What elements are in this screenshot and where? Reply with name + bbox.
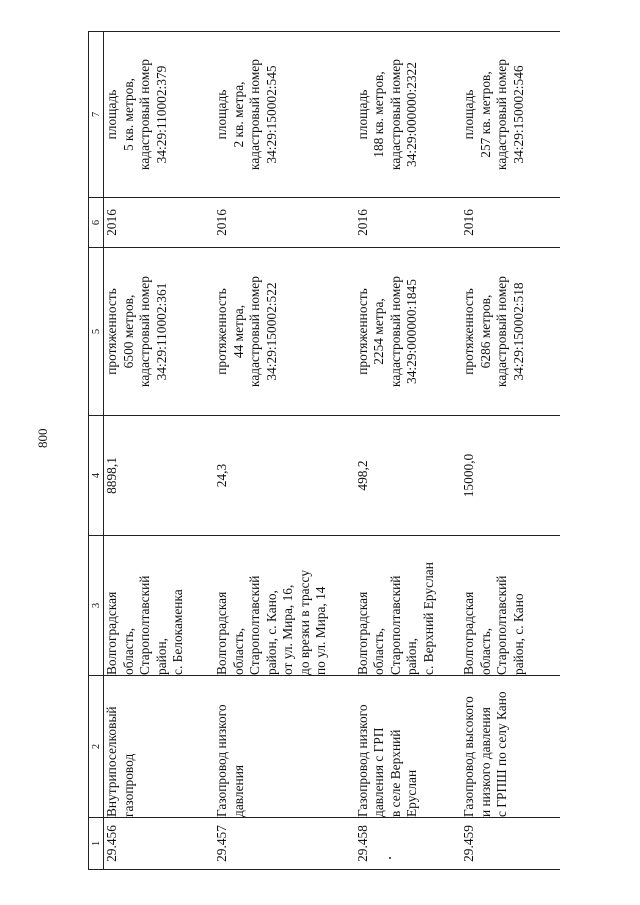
object-name-line: и низкого давления <box>477 707 493 817</box>
object-area-line: 34:29:110002:379 <box>153 65 169 164</box>
object-address-line: район, с. Кано, <box>263 590 279 675</box>
object-length-line: 34:29:150002:518 <box>510 282 526 381</box>
object-area-cell <box>355 32 462 198</box>
object-area-line: 257 кв. метров, <box>477 71 493 158</box>
object-name-cell <box>214 676 355 818</box>
object-length-cell <box>104 248 215 416</box>
object-area-cell <box>214 32 355 198</box>
object-area-line: площадь <box>461 89 477 140</box>
object-name-line: Газопровод низкого <box>214 704 230 817</box>
object-length-line: протяженность <box>461 288 477 375</box>
object-name-line: Еруслан <box>404 769 420 817</box>
table-row <box>461 32 560 870</box>
header-cell: 5 <box>89 248 104 416</box>
object-name-line: давления с ГРП <box>371 727 387 817</box>
object-length-line: 44 метра, <box>230 304 246 359</box>
header-cell: 3 <box>89 536 104 676</box>
object-address-line: Старополтавский <box>137 575 152 675</box>
object-year-cell: 2016 <box>355 198 462 248</box>
object-value-cell: 498,2 <box>355 416 462 536</box>
object-address-line: по ул. Мира, 14 <box>313 586 329 675</box>
object-name-line: в селе Верхний <box>387 729 403 817</box>
object-length-line: протяженность <box>214 288 230 375</box>
object-address-line: район, <box>153 637 169 675</box>
object-address-line: с. Белокаменка <box>170 589 185 675</box>
property-table <box>88 31 560 870</box>
object-address-line: область, <box>230 627 246 675</box>
header-cell: 2 <box>89 676 104 818</box>
object-name-cell <box>104 676 215 818</box>
object-year-cell: 2016 <box>461 198 560 248</box>
object-address-line: Волгоградская <box>461 591 477 675</box>
object-area-line: кадастровый номер <box>387 59 403 170</box>
object-area-cell <box>461 32 560 198</box>
object-name-line: Газопровод низкого <box>354 704 370 817</box>
object-address-line: Старополтавский <box>494 575 510 675</box>
row-number-cell: 29.457 <box>214 818 355 870</box>
object-length-line: 34:29:150002:522 <box>263 282 279 381</box>
object-address-line: область, <box>371 627 387 675</box>
object-area-line: 5 кв. метров, <box>120 77 136 152</box>
object-length-line: 2254 метра, <box>371 298 387 365</box>
object-value-cell: 8898,1 <box>104 416 215 536</box>
scan-speck <box>389 857 391 859</box>
table-row <box>355 32 462 870</box>
object-area-line: 188 кв. метров, <box>371 71 387 158</box>
object-length-line: кадастровый номер <box>494 276 510 387</box>
object-length-cell <box>355 248 462 416</box>
row-number-cell: 29.458 <box>355 818 462 870</box>
object-length-line: 34:29:000000:1845 <box>404 279 420 384</box>
object-name-line: газопровод <box>120 753 136 817</box>
page-number: 800 <box>35 428 50 448</box>
object-address-cell <box>355 536 462 676</box>
object-year-cell: 2016 <box>214 198 355 248</box>
object-address-line: до врезки в трассу <box>296 569 312 675</box>
object-length-line: протяженность <box>104 288 119 375</box>
object-address-line: район, <box>404 637 420 675</box>
object-length-line: кадастровый номер <box>247 276 263 387</box>
object-value-cell: 15000,0 <box>461 416 560 536</box>
object-length-line: 6286 метров, <box>477 294 493 369</box>
object-area-cell <box>104 32 215 198</box>
object-length-line: 6500 метров, <box>120 294 136 369</box>
object-length-line: 34:29:110002:361 <box>153 282 169 381</box>
object-address-line: район, с. Кано <box>510 593 526 675</box>
object-address-line: с. Верхний Еруслан <box>420 562 436 675</box>
object-length-cell <box>461 248 560 416</box>
object-length-cell <box>214 248 355 416</box>
row-number-cell: 29.459 <box>461 818 560 870</box>
object-area-line: 34:29:150002:545 <box>263 65 279 164</box>
object-name-line: давления <box>230 764 246 817</box>
object-year-cell: 2016 <box>104 198 215 248</box>
table-header-row <box>89 32 104 870</box>
object-address-cell <box>461 536 560 676</box>
table-row <box>104 32 215 870</box>
object-length-line: кадастровый номер <box>387 276 403 387</box>
header-cell: 4 <box>89 416 104 536</box>
object-value-cell: 24,3 <box>214 416 355 536</box>
object-area-line: кадастровый номер <box>494 59 510 170</box>
header-cell: 1 <box>89 818 104 870</box>
object-area-line: кадастровый номер <box>137 59 152 170</box>
object-area-line: 34:29:000000:2322 <box>404 62 420 167</box>
object-address-cell <box>104 536 215 676</box>
header-cell: 7 <box>89 32 104 198</box>
object-name-line: Газопровод высокого <box>461 696 477 817</box>
object-address-line: от ул. Мира, 16, <box>280 584 296 675</box>
object-area-line: 2 кв. метра, <box>230 81 246 148</box>
object-name-cell <box>355 676 462 818</box>
object-name-line: Внутрипоселковый <box>104 706 119 817</box>
object-address-line: Волгоградская <box>354 591 370 675</box>
object-name-cell <box>461 676 560 818</box>
object-address-line: область, <box>477 627 493 675</box>
object-area-line: площадь <box>104 89 119 140</box>
object-length-line: кадастровый номер <box>137 276 152 387</box>
object-address-line: область, <box>120 627 136 675</box>
object-area-line: кадастровый номер <box>247 59 263 170</box>
object-address-line: Волгоградская <box>214 591 230 675</box>
object-area-line: площадь <box>214 89 230 140</box>
header-cell: 6 <box>89 198 104 248</box>
row-number-cell: 29.456 <box>104 818 215 870</box>
object-address-line: Старополтавский <box>247 575 263 675</box>
object-address-line: Волгоградская <box>104 591 119 675</box>
object-area-line: площадь <box>354 89 370 140</box>
object-name-line: с ГРПШ по селу Кано <box>494 691 510 817</box>
object-area-line: 34:29:150002:546 <box>510 65 526 164</box>
object-length-line: протяженность <box>354 288 370 375</box>
object-address-cell <box>214 536 355 676</box>
object-address-line: Старополтавский <box>387 575 403 675</box>
table-row <box>214 32 355 870</box>
